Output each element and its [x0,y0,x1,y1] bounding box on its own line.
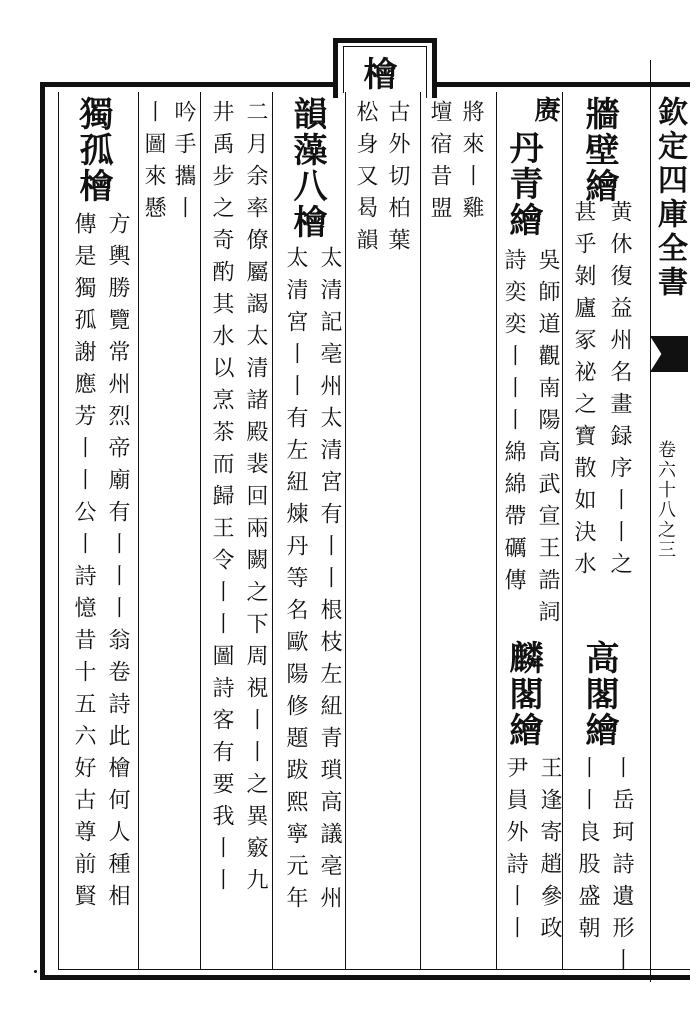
entry-term: 麟閣繪 [503,640,543,748]
column-divider [138,92,139,970]
entry-text: 井禹步之奇酌其水以烹茶而歸王令丨丨圖詩客有要我丨丨 [209,100,234,900]
column-divider [562,92,563,970]
column-divider [420,92,421,970]
entry-term: 丹青繪 [503,130,543,238]
entry-text: 吳師道觀南陽高武宣王誥詞 [535,248,560,632]
entry-term: 高閣繪 [579,640,619,748]
entry-text: 吟手攜丨 [171,100,196,228]
entry-term: 韻藻八檜 [287,96,327,240]
entry-text: 方輿勝覽常州烈帝廟有丨丨丨翁卷詩此檜何人種相 [105,212,130,916]
entry-term: 獨孤檜 [73,96,113,204]
entry-text: 傳是獨孤謝應芳丨丨公丨詩憶昔十五六好古尊前賢 [71,212,96,916]
header-term: 檜 [357,56,397,90]
entry-text: 太清宮丨丨有左紐煉丹等名歐陽修題跋熙寧元年 [283,246,308,918]
entry-text: 尹員外詩丨丨 [503,756,528,948]
entry-text: 壇宿昔盟 [427,100,452,228]
entry-text: 將來丨雞 [459,100,484,228]
column-divider [345,92,346,970]
entry-text: 丨岳珂詩遺形丨 [609,756,634,980]
entry-text: 太清記亳州太清宮有丨丨根枝左紐青瑣高議亳州 [317,246,342,918]
entry-text: 二月余率僚屬謁太清諸殿裴回兩闕之下周視丨丨之異竅九 [243,100,268,900]
column-divider [496,92,497,970]
entry-term: 牆壁繪 [579,96,619,204]
volume-label: 卷六十八之三 [655,440,676,560]
entry-text: 詩奕奕丨丨丨綿綿帶礪傳 [501,248,526,600]
entry-text: 古外切柏葉 [385,100,410,260]
entry-text: 甚乎剝廬冢祕之寶散如決水 [571,200,596,584]
column-divider [272,92,273,970]
book-title: 欽定四庫全書 [652,96,687,300]
entry-text: 王逢寄趙參政 [537,756,562,948]
entry-label: 赓 [530,96,560,122]
ink-speck [34,970,37,973]
entry-text: 丨丨良股盛朝 [575,756,600,948]
margin-rule [650,60,651,982]
entry-text: 黄休復益州名畫録序丨丨之 [607,200,632,584]
column-divider [200,92,201,970]
entry-text: 丨圖來懸 [141,100,166,228]
entry-text: 松身又曷韻 [353,100,378,260]
